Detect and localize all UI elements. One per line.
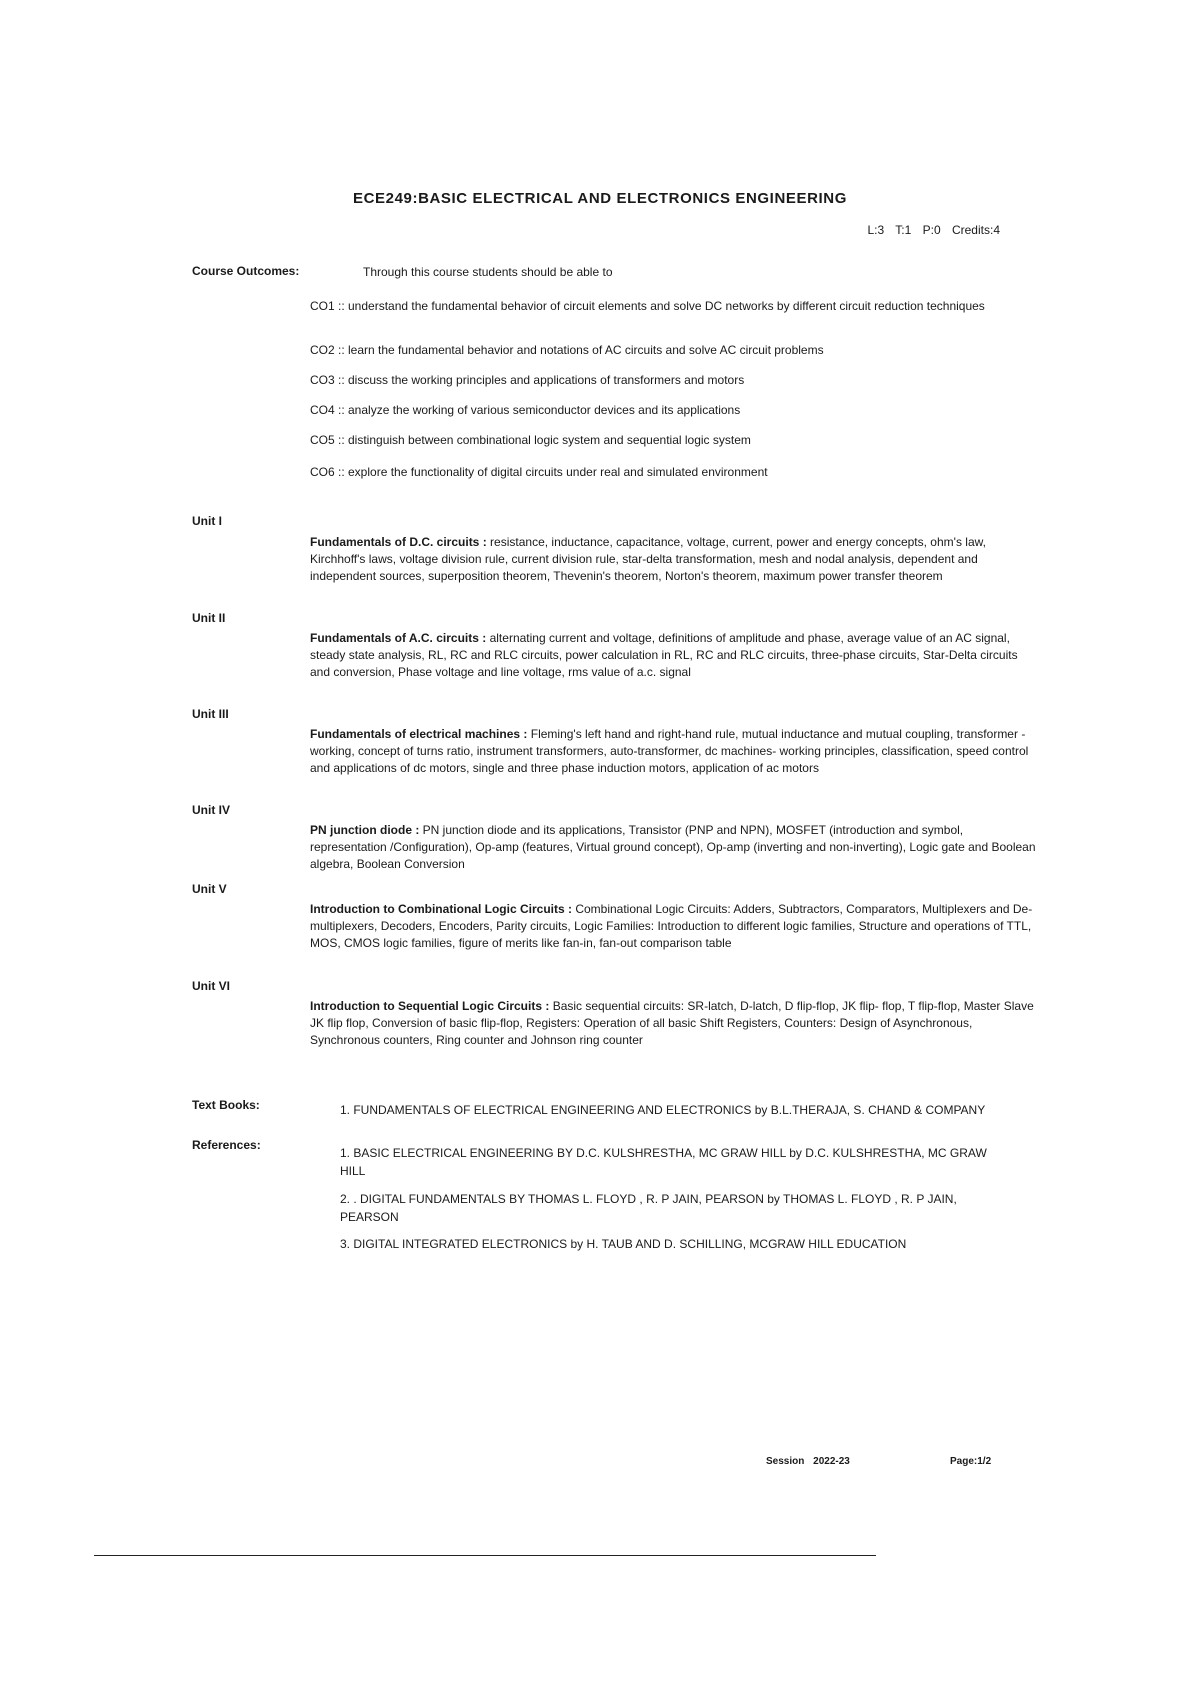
unit-heading: Fundamentals of A.C. circuits :: [310, 631, 487, 645]
course-title: ECE249:BASIC ELECTRICAL AND ELECTRONICS ENGINEERING: [353, 190, 847, 207]
unit-body-3: [310, 726, 1038, 777]
unit-label-1: Unit I: [192, 514, 222, 528]
unit-label-3: Unit III: [192, 707, 229, 721]
unit-text: Fleming's left hand and right-hand rule, mutual inductance and mutual coupling, transformer - working, concept of turns ratio, instrument transformers, auto-transformer, dc machines- working principles, classification, speed control and applications of dc motors, single and three phase induction motors, application of ac motors: [310, 727, 1029, 775]
reference-item: 2. . DIGITAL FUNDAMENTALS BY THOMAS L. FLOYD , R. P JAIN, PEARSON by THOMAS L. FLOYD , R. P JAIN, PEARSON: [340, 1192, 957, 1224]
ltp-credits: L:3 T:1 P:0 Credits:4: [867, 223, 1000, 237]
unit-text: PN junction diode and its applications, Transistor (PNP and NPN), MOSFET (introduction and symbol, representation /Configuration), Op-amp (features, Virtual ground concept), Op-amp (inverting and non-inverting), Logic gate and Boolean algebra, Boolean Conversion: [310, 823, 1036, 871]
unit-heading: Introduction to Sequential Logic Circuits :: [310, 999, 550, 1013]
unit-label-4: Unit IV: [192, 803, 230, 817]
reference-item: 1. BASIC ELECTRICAL ENGINEERING BY D.C. KULSHRESTHA, MC GRAW HILL by D.C. KULSHRESTHA, MC GRAW HILL: [340, 1146, 987, 1178]
unit-text: alternating current and voltage, definitions of amplitude and phase, average value of an AC signal, steady state analysis, RL, RC and RLC circuits, power calculation in RL, RC and RLC circuits, three-phase circuits, Star-Delta circuits and conversion, Phase voltage and line voltage, rms value of a.c. signal: [310, 631, 1018, 679]
unit-label-2: Unit II: [192, 611, 226, 625]
course-outcome-item: CO3 :: discuss the working principles and applications of transformers and motors: [310, 373, 745, 387]
course-outcome-item: CO5 :: distinguish between combinational logic system and sequential logic system: [310, 433, 751, 447]
reference-item: 3. DIGITAL INTEGRATED ELECTRONICS by H. TAUB AND D. SCHILLING, MCGRAW HILL EDUCATION: [340, 1237, 907, 1251]
unit-text: resistance, inductance, capacitance, voltage, current, power and energy concepts, ohm's law, Kirchhoff's laws, voltage division rule, current division rule, star-delta transformation, mesh and nodal analysis, dependent and independent sources, superposition theorem, Thevenin's theorem, Norton's theorem, maximum power transfer theorem: [310, 535, 986, 583]
unit-heading: PN junction diode :: [310, 823, 420, 837]
unit-label-6: Unit VI: [192, 979, 230, 993]
footer-page-number: Page:1/2: [950, 1456, 992, 1467]
course-outcome-item: CO4 :: analyze the working of various semiconductor devices and its applications: [310, 403, 741, 417]
unit-text: Basic sequential circuits: SR-latch, D-latch, D flip-flop, JK flip- flop, T flip-flop, Master Slave JK flip flop, Conversion of basic flip-flop, Registers: Operation of all basic Shift Registers, Counters: Design of Asynchronous, Synchronous counters, Ring counter and Johnson ring counter: [310, 999, 1034, 1047]
unit-heading: Introduction to Combinational Logic Circuits :: [310, 902, 572, 916]
unit-body-2: [310, 630, 1038, 681]
course-outcome-item: CO2 :: learn the fundamental behavior and notations of AC circuits and solve AC circuit problems: [310, 343, 824, 357]
course-outcome-item: CO1 :: understand the fundamental behavior of circuit elements and solve DC networks by different circuit reduction techniques: [310, 299, 985, 313]
course-outcomes-intro: Through this course students should be able to: [363, 265, 613, 279]
unit-body-1: [310, 534, 1038, 585]
course-outcomes-list: [310, 298, 1010, 494]
unit-heading: Fundamentals of D.C. circuits :: [310, 535, 487, 549]
unit-body-4: [310, 822, 1038, 873]
course-outcome-item: CO6 :: explore the functionality of digital circuits under real and simulated environment: [310, 465, 768, 479]
course-outcomes-label: Course Outcomes:: [192, 264, 300, 278]
unit-body-5: [310, 901, 1038, 952]
footer-divider: [94, 1555, 876, 1556]
text-books-label: Text Books:: [192, 1098, 260, 1112]
unit-heading: Fundamentals of electrical machines :: [310, 727, 528, 741]
unit-body-6: [310, 998, 1038, 1049]
text-book-item: 1. FUNDAMENTALS OF ELECTRICAL ENGINEERING AND ELECTRONICS by B.L.THERAJA, S. CHAND & COMPANY: [340, 1103, 986, 1117]
unit-label-5: Unit V: [192, 882, 227, 896]
references-label: References:: [192, 1138, 261, 1152]
unit-text: Combinational Logic Circuits: Adders, Subtractors, Comparators, Multiplexers and De-multiplexers, Decoders, Encoders, Parity circuits, Logic Families: Introduction to different logic families, Structure and operations of TTL, MOS, CMOS logic families, figure of merits like fan-in, fan-out comparison table: [310, 902, 1033, 950]
footer-session: Session 2022-23: [766, 1456, 850, 1467]
